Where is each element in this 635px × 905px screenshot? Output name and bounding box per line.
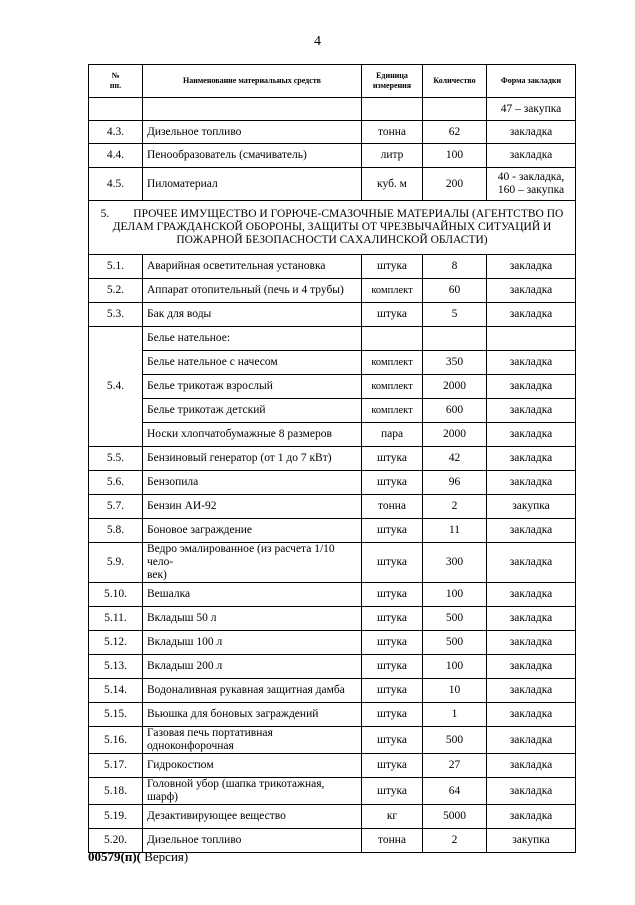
table-row <box>89 703 576 727</box>
cell-num: 5.1. <box>89 255 143 279</box>
cell-form: закладка <box>487 754 576 778</box>
cell-num: 5.9. <box>89 543 143 583</box>
table-row <box>89 121 576 144</box>
cell-name: Вкладыш 100 л <box>143 631 362 655</box>
cell-name: Белье трикотаж детский <box>143 399 362 423</box>
materials-table <box>88 64 576 853</box>
cell-form: закладка <box>487 447 576 471</box>
cell-num: 4.5. <box>89 168 143 201</box>
cell-unit: комплект <box>362 375 423 399</box>
cell-qty: 200 <box>423 168 487 201</box>
cell-unit: пара <box>362 423 423 447</box>
section-heading-row <box>89 201 576 255</box>
cell-unit: штука <box>362 303 423 327</box>
cell-qty: 500 <box>423 631 487 655</box>
table-row <box>89 805 576 829</box>
cell-form: закладка <box>487 375 576 399</box>
cell-num: 5.4. <box>89 327 143 447</box>
cell-unit: тонна <box>362 495 423 519</box>
cell-qty: 2 <box>423 495 487 519</box>
section-number: 5. <box>100 208 110 220</box>
cell-unit: кг <box>362 805 423 829</box>
table-row <box>89 543 576 583</box>
cell-name: Вкладыш 200 л <box>143 655 362 679</box>
cell-form: закупка <box>487 829 576 853</box>
table-row <box>89 255 576 279</box>
table-row <box>89 727 576 754</box>
cell-name: Бензиновый генератор (от 1 до 7 кВт) <box>143 447 362 471</box>
table-row <box>89 303 576 327</box>
cell-qty: 1 <box>423 703 487 727</box>
footer-version: Версия) <box>140 849 189 864</box>
cell-name: Белье трикотаж взрослый <box>143 375 362 399</box>
cell-qty: 64 <box>423 778 487 805</box>
header-form: Форма закладки <box>487 65 576 98</box>
table-row <box>89 778 576 805</box>
cell-name: Дизельное топливо <box>143 121 362 144</box>
cell-qty: 300 <box>423 543 487 583</box>
cell-name: Вьюшка для боновых заграждений <box>143 703 362 727</box>
cell-form: закладка <box>487 703 576 727</box>
cell-form: закупка <box>487 495 576 519</box>
cell-unit: литр <box>362 144 423 168</box>
cell-name: Ведро эмалированное (из расчета 1/10 чело- век) <box>143 543 362 583</box>
cell-unit: штука <box>362 471 423 495</box>
cell-qty <box>423 327 487 351</box>
cell-unit: комплект <box>362 351 423 375</box>
table-row <box>89 351 576 375</box>
cell-name: Дезактивирующее вещество <box>143 805 362 829</box>
cell-form: закладка <box>487 607 576 631</box>
cell-num: 4.4. <box>89 144 143 168</box>
table-row <box>89 168 576 201</box>
cell-unit: штука <box>362 754 423 778</box>
cell-qty: 500 <box>423 727 487 754</box>
header-qty: Количество <box>423 65 487 98</box>
cell-num: 5.16. <box>89 727 143 754</box>
cell-form: закладка <box>487 303 576 327</box>
cell-name: Бак для воды <box>143 303 362 327</box>
cell-num: 5.10. <box>89 583 143 607</box>
cell-num: 5.20. <box>89 829 143 853</box>
header-unit: Единица измерения <box>362 65 423 98</box>
table-header-row <box>89 65 576 98</box>
cell-num: 5.7. <box>89 495 143 519</box>
cell-unit <box>362 327 423 351</box>
table-row <box>89 279 576 303</box>
page-number: 4 <box>314 34 321 49</box>
cell-unit: куб. м <box>362 168 423 201</box>
cell-name: Газовая печь портативная одноконфорочная <box>143 727 362 754</box>
cell-name: Аппарат отопительный (печь и 4 трубы) <box>143 279 362 303</box>
cell-form: закладка <box>487 471 576 495</box>
cell-unit: штука <box>362 583 423 607</box>
cell-form: закладка <box>487 778 576 805</box>
cell-qty: 350 <box>423 351 487 375</box>
cell-num <box>89 98 143 121</box>
cell-unit: штука <box>362 607 423 631</box>
cell-qty: 10 <box>423 679 487 703</box>
table-row <box>89 519 576 543</box>
cell-num: 5.15. <box>89 703 143 727</box>
cell-name <box>143 98 362 121</box>
cell-form: закладка <box>487 679 576 703</box>
header-num: № пп. <box>89 65 143 98</box>
cell-form: закладка <box>487 655 576 679</box>
cell-name: Бензин АИ-92 <box>143 495 362 519</box>
cell-qty <box>423 98 487 121</box>
cell-qty: 100 <box>423 144 487 168</box>
cell-name: Аварийная осветительная установка <box>143 255 362 279</box>
cell-unit <box>362 98 423 121</box>
cell-num: 5.14. <box>89 679 143 703</box>
cell-name: Боновое заграждение <box>143 519 362 543</box>
cell-qty: 100 <box>423 583 487 607</box>
cell-num: 5.18. <box>89 778 143 805</box>
cell-unit: штука <box>362 727 423 754</box>
table-row <box>89 327 576 351</box>
cell-unit: тонна <box>362 829 423 853</box>
cell-form: закладка <box>487 805 576 829</box>
cell-qty: 5 <box>423 303 487 327</box>
section-title: ПРОЧЕЕ ИМУЩЕСТВО И ГОРЮЧЕ-СМАЗОЧНЫЕ МАТЕРИАЛЫ (АГЕНТСТВО ПО ДЕЛАМ ГРАЖДАНСКОЙ ОБОРОНЫ, ЗАЩИТЫ ОТ ЧРЕЗВЫЧАЙНЫХ СИТУАЦИЙ И ПОЖАРНОЙ БЕЗОПАСНОСТИ САХАЛИНСКОЙ ОБЛАСТИ) <box>112 208 564 246</box>
cell-num: 5.13. <box>89 655 143 679</box>
cell-name: Пенообразователь (смачиватель) <box>143 144 362 168</box>
cell-unit: штука <box>362 679 423 703</box>
cell-num: 5.5. <box>89 447 143 471</box>
cell-unit: штука <box>362 543 423 583</box>
cell-form: закладка <box>487 423 576 447</box>
cell-num: 4.3. <box>89 121 143 144</box>
cell-form: закладка <box>487 543 576 583</box>
cell-name: Белье нательное с начесом <box>143 351 362 375</box>
cell-form: закладка <box>487 519 576 543</box>
cell-num: 5.11. <box>89 607 143 631</box>
cell-unit: штука <box>362 778 423 805</box>
table-row <box>89 399 576 423</box>
table-row <box>89 583 576 607</box>
cell-qty: 5000 <box>423 805 487 829</box>
cell-form: закладка <box>487 144 576 168</box>
cell-qty: 2 <box>423 829 487 853</box>
table-body <box>89 98 576 853</box>
cell-qty: 2000 <box>423 375 487 399</box>
table-row <box>89 495 576 519</box>
cell-form: 40 - закладка, 160 – закупка <box>487 168 576 201</box>
table-row <box>89 655 576 679</box>
header-name: Наименование материальных средств <box>143 65 362 98</box>
cell-num: 5.12. <box>89 631 143 655</box>
table-row <box>89 631 576 655</box>
footer-code: 00579(п)( <box>88 849 141 864</box>
cell-name: Вкладыш 50 л <box>143 607 362 631</box>
cell-unit: штука <box>362 447 423 471</box>
cell-name: Водоналивная рукавная защитная дамба <box>143 679 362 703</box>
cell-qty: 60 <box>423 279 487 303</box>
cell-name: Вешалка <box>143 583 362 607</box>
cell-form: 47 – закупка <box>487 98 576 121</box>
cell-form: закладка <box>487 583 576 607</box>
cell-unit: комплект <box>362 279 423 303</box>
cell-qty: 27 <box>423 754 487 778</box>
cell-name: Носки хлопчатобумажные 8 размеров <box>143 423 362 447</box>
cell-unit: штука <box>362 655 423 679</box>
cell-qty: 42 <box>423 447 487 471</box>
cell-num: 5.2. <box>89 279 143 303</box>
cell-unit: штука <box>362 631 423 655</box>
cell-qty: 500 <box>423 607 487 631</box>
cell-qty: 8 <box>423 255 487 279</box>
cell-form <box>487 327 576 351</box>
cell-num: 5.8. <box>89 519 143 543</box>
cell-name: Головной убор (шапка трикотажная, шарф) <box>143 778 362 805</box>
cell-qty: 2000 <box>423 423 487 447</box>
cell-form: закладка <box>487 121 576 144</box>
cell-name: Дизельное топливо <box>143 829 362 853</box>
cell-qty: 11 <box>423 519 487 543</box>
section-heading <box>89 201 576 255</box>
cell-form: закладка <box>487 279 576 303</box>
table-row <box>89 423 576 447</box>
cell-qty: 62 <box>423 121 487 144</box>
cell-form: закладка <box>487 727 576 754</box>
cell-form: закладка <box>487 631 576 655</box>
cell-name: Гидрокостюм <box>143 754 362 778</box>
cell-qty: 96 <box>423 471 487 495</box>
cell-num: 5.19. <box>89 805 143 829</box>
cell-form: закладка <box>487 351 576 375</box>
table-row <box>89 447 576 471</box>
cell-unit: тонна <box>362 121 423 144</box>
cell-name: Пиломатериал <box>143 168 362 201</box>
cell-qty: 600 <box>423 399 487 423</box>
table-row <box>89 607 576 631</box>
document-footer <box>88 849 188 865</box>
table-row <box>89 754 576 778</box>
cell-num: 5.6. <box>89 471 143 495</box>
cell-name: Бензопила <box>143 471 362 495</box>
table-row <box>89 98 576 121</box>
table-row <box>89 144 576 168</box>
cell-num: 5.3. <box>89 303 143 327</box>
cell-unit: штука <box>362 703 423 727</box>
cell-name: Белье нательное: <box>143 327 362 351</box>
cell-unit: штука <box>362 255 423 279</box>
cell-form: закладка <box>487 255 576 279</box>
cell-qty: 100 <box>423 655 487 679</box>
cell-unit: комплект <box>362 399 423 423</box>
table-row <box>89 679 576 703</box>
table-row <box>89 375 576 399</box>
cell-form: закладка <box>487 399 576 423</box>
table-row <box>89 471 576 495</box>
cell-unit: штука <box>362 519 423 543</box>
cell-num: 5.17. <box>89 754 143 778</box>
